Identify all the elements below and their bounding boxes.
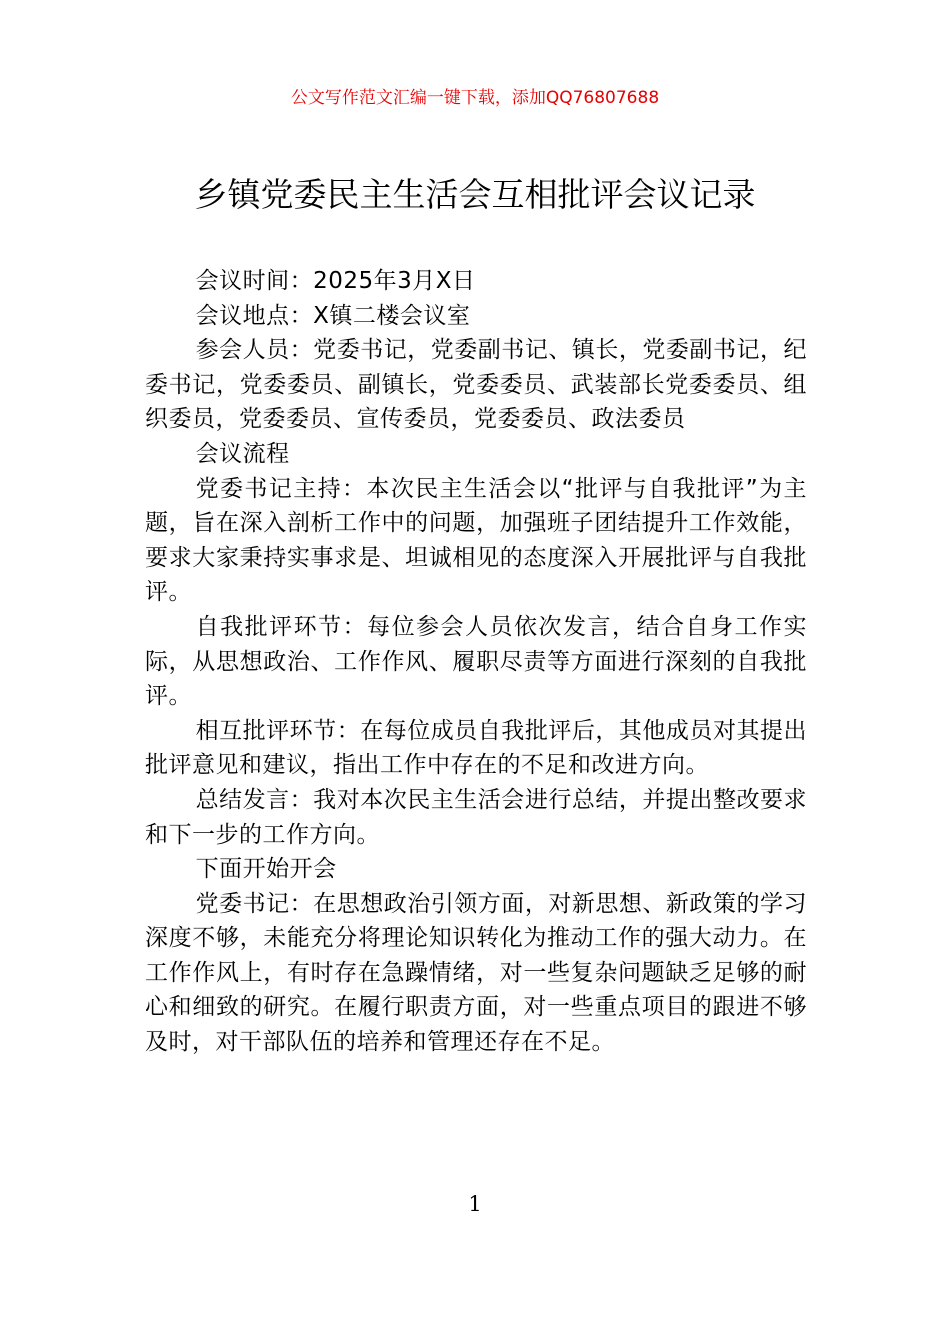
meeting-location: 会议地点：X镇二楼会议室 [195, 302, 471, 329]
summary-section: 总结发言：我对本次民主生活会进行总结，并提出整改要求和下一步的工作方向。 [145, 786, 807, 848]
chair-opening: 党委书记主持：本次民主生活会以“批评与自我批评”为主题，旨在深入剖析工作中的问题，加强班子团结提升工作效能，要求大家秉持实事求是、坦诚相见的态度深入开展批评与自我批评。 [145, 475, 807, 606]
meeting-time: 会议时间：2025年3月X日 [195, 268, 476, 294]
meeting-agenda-heading: 会议流程 [195, 440, 290, 467]
meeting-attendees: 参会人员：党委书记，党委副书记、镇长，党委副书记，纪委书记，党委委员、副镇长，党委委员、武装部长党委委员、组织委员，党委委员、宣传委员，党委委员、政法委员 [145, 337, 807, 433]
page-number: 1 [468, 1192, 482, 1216]
document-title: 乡镇党委民主生活会互相批评会议记录 [194, 175, 756, 214]
secretary-statement: 党委书记：在思想政治引领方面，对新思想、新政策的学习深度不够，未能充分将理论知识转化为推动工作的强大动力。在工作作风上，有时存在急躁情绪，对一些复杂问题缺乏足够的耐心和细致的研究。在履行职责方面，对一些重点项目的跟进不够及时，对干部队伍的培养和管理还存在不足。 [145, 890, 807, 1056]
self-criticism-section: 自我批评环节：每位参会人员依次发言，结合自身工作实际，从思想政治、工作作风、履职尽责等方面进行深刻的自我批评。 [145, 613, 807, 710]
mutual-criticism-section: 相互批评环节：在每位成员自我批评后，其他成员对其提出批评意见和建议，指出工作中存在的不足和改进方向。 [145, 717, 807, 779]
document-body [145, 264, 807, 1060]
meeting-start: 下面开始开会 [195, 856, 337, 883]
download-notice: 公文写作范文汇编一键下载，添加QQ76807688 [290, 88, 660, 108]
